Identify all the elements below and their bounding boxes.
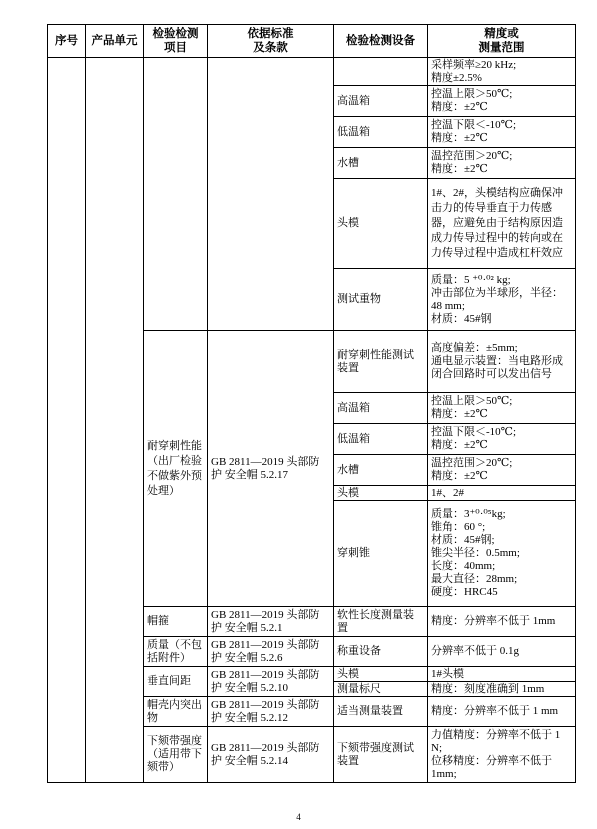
no-cell — [48, 58, 86, 783]
equip-cell: 称重设备 — [334, 637, 428, 667]
range-cell: 高度偏差：±5mm; 通电显示装置：当电路形成闭合回路时可以发出信号 — [428, 331, 576, 393]
equip-cell — [334, 58, 428, 86]
range-cell: 1#、2# — [428, 486, 576, 501]
range-cell: 采样频率≥20 kHz; 精度±2.5% — [428, 58, 576, 86]
std-cell: GB 2811—2019 头部防护 安全帽 5.2.14 — [208, 727, 334, 783]
equip-cell: 穿刺锥 — [334, 501, 428, 607]
unit-cell — [86, 58, 144, 783]
equip-cell: 下颏带强度测试装置 — [334, 727, 428, 783]
range-cell: 控温下限＜-10℃; 精度：±2℃ — [428, 117, 576, 148]
equip-cell: 水槽 — [334, 455, 428, 486]
range-cell: 温控范围＞20℃; 精度：±2℃ — [428, 455, 576, 486]
col-header-std: 依据标准 及条款 — [208, 25, 334, 58]
equip-cell: 低温箱 — [334, 117, 428, 148]
item-cell: 垂直间距 — [144, 667, 208, 697]
range-cell: 1#头模 — [428, 667, 576, 682]
equip-cell: 高温箱 — [334, 393, 428, 424]
range-cell: 控温下限＜-10℃; 精度：±2℃ — [428, 424, 576, 455]
col-header-equip: 检验检测设备 — [334, 25, 428, 58]
item-cell: 帽壳内突出物 — [144, 697, 208, 727]
std-cell: GB 2811—2019 头部防护 安全帽 5.2.6 — [208, 637, 334, 667]
item-cell: 质量（不包括附件） — [144, 637, 208, 667]
std-cell-puncture: GB 2811—2019 头部防护 安全帽 5.2.17 — [208, 331, 334, 607]
range-cell: 质量：5 ⁺⁰·⁰² kg; 冲击部位为半球形，半径：48 mm; 材质：45#钢 — [428, 269, 576, 331]
col-header-unit: 产品单元 — [86, 25, 144, 58]
range-cell: 力值精度：分辨率不低于 1 N; 位移精度：分辨率不低于 1mm; — [428, 727, 576, 783]
range-cell: 精度：分辨率不低于 1 mm — [428, 697, 576, 727]
equip-cell: 头模 — [334, 667, 428, 682]
item-cell: 下颏带强度（适用带下颏带） — [144, 727, 208, 783]
item-cell — [144, 58, 208, 331]
equip-cell: 头模 — [334, 486, 428, 501]
range-cell: 分辨率不低于 0.1g — [428, 637, 576, 667]
equipment-table — [47, 24, 576, 783]
equip-cell: 水槽 — [334, 148, 428, 179]
col-header-range: 精度或 测量范围 — [428, 25, 576, 58]
header-row — [48, 25, 576, 58]
range-cell: 1#、2#，头模结构应确保冲击力的传导垂直于力传感器，应避免由于结构原因造成力传导过程中的转向或在力传导过程中造成杠杆效应 — [428, 179, 576, 269]
equip-cell: 耐穿刺性能测试装置 — [334, 331, 428, 393]
equip-cell: 头模 — [334, 179, 428, 269]
col-header-no: 序号 — [48, 25, 86, 58]
range-cell: 质量：3⁺⁰·⁰⁵kg; 锥角：60 °; 材质：45#钢; 锥尖半径：0.5mm; 长度：40mm; 最大直径：28mm; 硬度：HRC45 — [428, 501, 576, 607]
std-cell: GB 2811—2019 头部防护 安全帽 5.2.1 — [208, 607, 334, 637]
std-cell: GB 2811—2019 头部防护 安全帽 5.2.12 — [208, 697, 334, 727]
equip-cell: 测量标尺 — [334, 682, 428, 697]
range-cell: 控温上限＞50℃; 精度：±2℃ — [428, 393, 576, 424]
range-cell: 精度：分辨率不低于 1mm — [428, 607, 576, 637]
equip-cell: 适当测量装置 — [334, 697, 428, 727]
range-cell: 控温上限＞50℃; 精度：±2℃ — [428, 86, 576, 117]
equip-cell: 低温箱 — [334, 424, 428, 455]
std-cell: GB 2811—2019 头部防护 安全帽 5.2.10 — [208, 667, 334, 697]
std-cell — [208, 58, 334, 331]
range-cell: 精度：刻度准确到 1mm — [428, 682, 576, 697]
col-header-item: 检验检测 项目 — [144, 25, 208, 58]
item-cell-puncture: 耐穿刺性能（出厂检验不做紫外预处理） — [144, 331, 208, 607]
range-cell: 温控范围＞20℃; 精度：±2℃ — [428, 148, 576, 179]
page-number: 4 — [296, 812, 301, 822]
equip-cell: 测试重物 — [334, 269, 428, 331]
equip-cell: 高温箱 — [334, 86, 428, 117]
equip-cell: 软性长度测量装置 — [334, 607, 428, 637]
item-cell: 帽箍 — [144, 607, 208, 637]
table-row — [48, 58, 576, 86]
